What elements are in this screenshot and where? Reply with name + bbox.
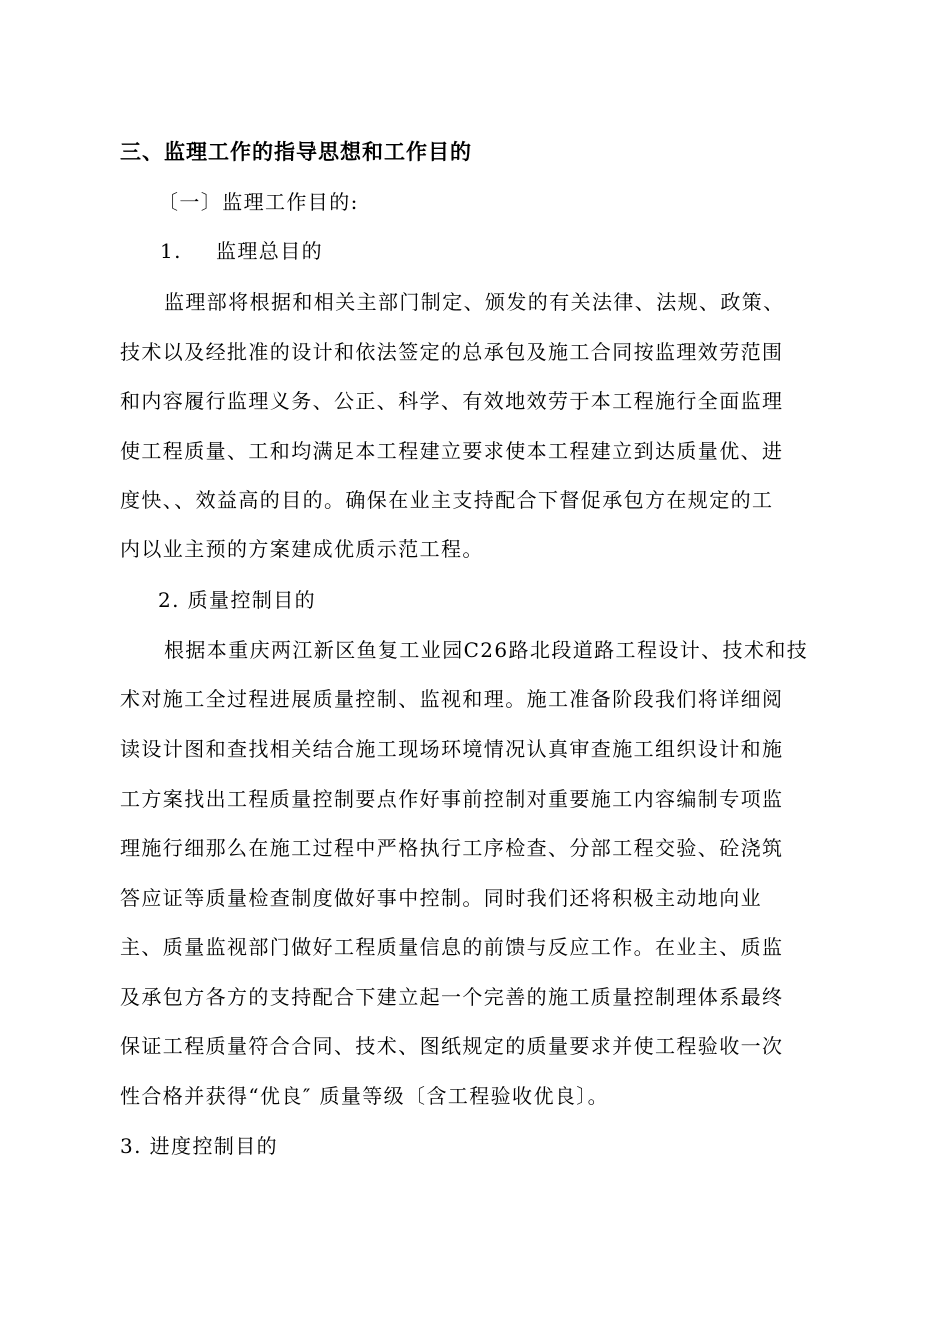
section-heading: 三、监理工作的指导思想和工作目的 — [120, 139, 472, 164]
paragraph-line: 术对施工全过程进展质量控制、监视和理。施工准备阶段我们将详细阅 — [120, 687, 784, 711]
paragraph-line: 工方案找出工程质量控制要点作好事前控制对重要施工内容编制专项监 — [120, 787, 784, 811]
subsection-title: 〔一〕监理工作目的: — [158, 190, 359, 214]
paragraph-line: 性合格并获得“优良″ 质量等级〔含工程验收优良〕。 — [120, 1084, 610, 1108]
paragraph-line: 内以业主预的方案建成优质示范工程。 — [120, 537, 484, 561]
paragraph-line: 主、质量监视部门做好工程质量信息的前馈与反应工作。在业主、质监 — [120, 935, 784, 959]
paragraph-line: 及承包方各方的支持配合下建立起一个完善的施工质量控制理体系最终 — [120, 985, 784, 1009]
paragraph-line: 答应证等质量检查制度做好事中控制。同时我们还将积极主动地向业 — [120, 886, 762, 910]
paragraph-line: 监理部将根据和相关主部门制定、颁发的有关法律、法规、政策、 — [164, 290, 785, 314]
item-title: 3. 进度控制目的 — [120, 1134, 279, 1158]
paragraph-line: 读设计图和查找相关结合施工现场环境情况认真审查施工组织设计和施 — [120, 737, 784, 761]
item-number: 1. — [160, 239, 182, 263]
paragraph-line: 和内容履行监理义务、公正、科学、有效地效劳于本工程施行全面监理 — [120, 389, 784, 413]
paragraph-line: 根据本重庆两江新区鱼复工业园C26路北段道路工程设计、技术和技 — [164, 638, 809, 662]
item-title: 2. 质量控制目的 — [158, 588, 317, 612]
item-title: 监理总目的 — [216, 239, 323, 263]
paragraph-line: 使工程质量、工和均满足本工程建立要求使本工程建立到达质量优、进 — [120, 439, 784, 463]
paragraph-line: 理施行细那么在施工过程中严格执行工序检查、分部工程交验、砼浇筑 — [120, 836, 784, 860]
paragraph-line: 保证工程质量符合合同、技术、图纸规定的质量要求并使工程验收一次 — [120, 1034, 784, 1058]
paragraph-line: 技术以及经批准的设计和依法签定的总承包及施工合同按监理效劳范围 — [120, 340, 784, 364]
paragraph-line: 度快、、效益高的目的。确保在业主支持配合下督促承包方在规定的工 — [120, 488, 774, 512]
